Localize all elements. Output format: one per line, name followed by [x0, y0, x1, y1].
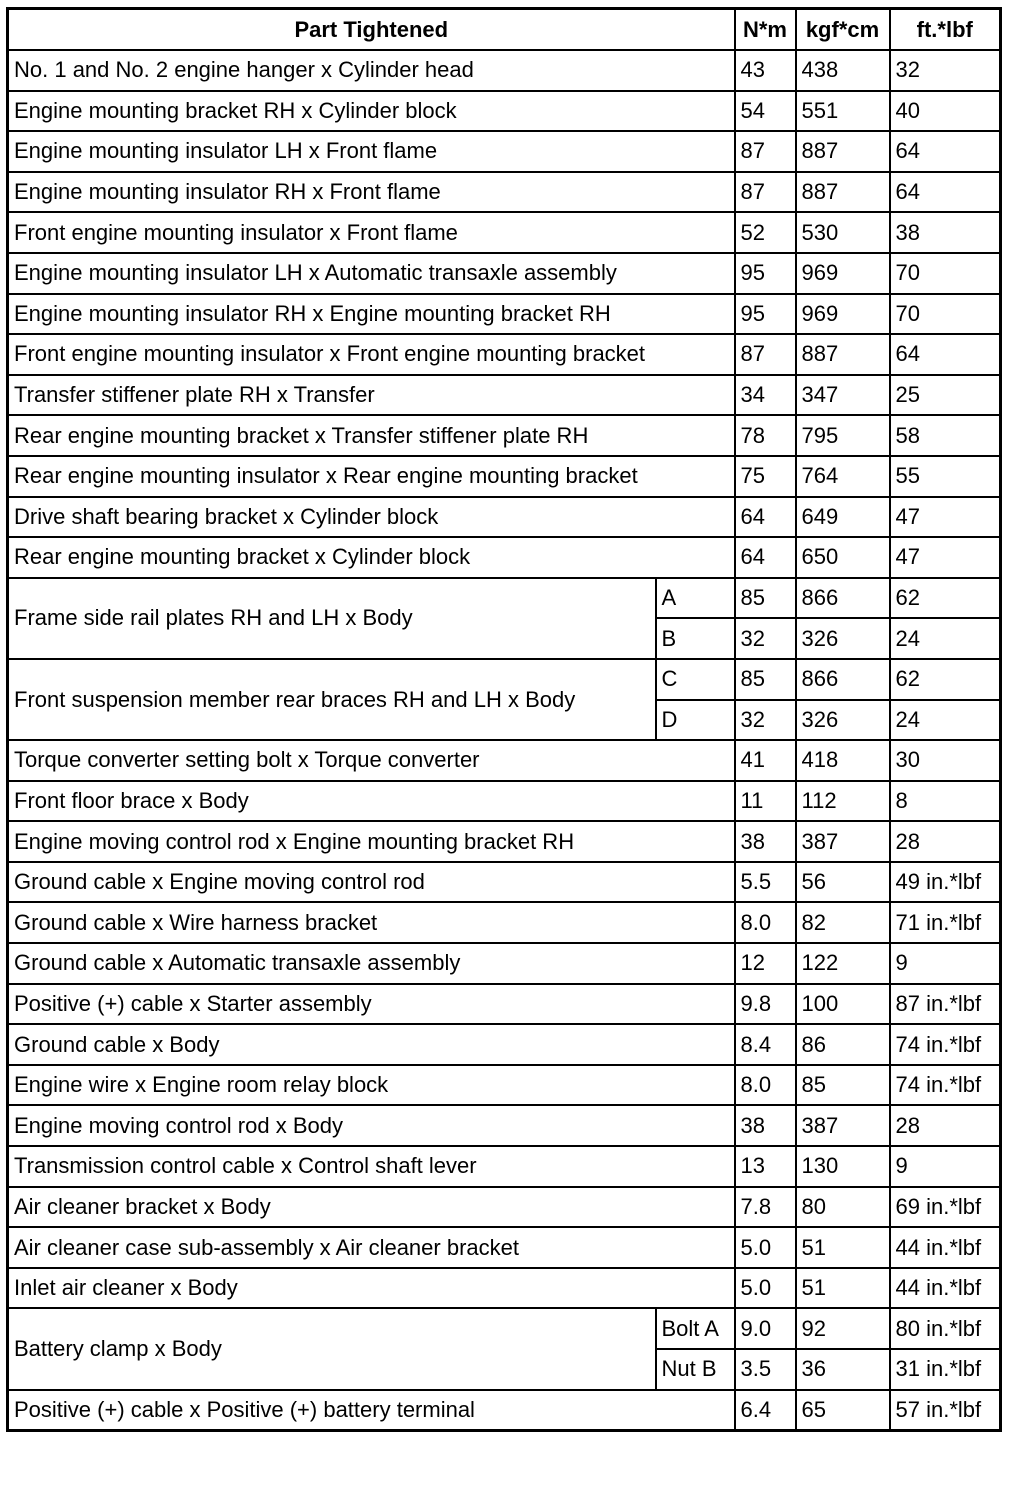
- ft-lbf-cell: 44 in.*lbf: [890, 1268, 1001, 1309]
- part-cell: Front floor brace x Body: [8, 781, 735, 822]
- ft-lbf-cell: 31 in.*lbf: [890, 1349, 1001, 1390]
- part-cell: No. 1 and No. 2 engine hanger x Cylinder head: [8, 50, 735, 91]
- kgf-cm-cell: 326: [796, 700, 890, 741]
- kgf-cm-cell: 387: [796, 1105, 890, 1146]
- nm-cell: 64: [735, 537, 796, 578]
- table-row: [8, 1268, 1001, 1309]
- ft-lbf-cell: 24: [890, 700, 1001, 741]
- ft-lbf-cell: 24: [890, 618, 1001, 659]
- kgf-cm-cell: 551: [796, 91, 890, 132]
- part-cell: Rear engine mounting bracket x Transfer stiffener plate RH: [8, 415, 735, 456]
- kgf-cm-cell: 887: [796, 334, 890, 375]
- kgf-cm-cell: 347: [796, 375, 890, 416]
- fastener-label-cell: A: [656, 578, 735, 619]
- nm-cell: 5.0: [735, 1227, 796, 1268]
- nm-cell: 11: [735, 781, 796, 822]
- kgf-cm-cell: 51: [796, 1268, 890, 1309]
- table-row: [8, 456, 1001, 497]
- nm-cell: 43: [735, 50, 796, 91]
- ft-lbf-cell: 69 in.*lbf: [890, 1187, 1001, 1228]
- part-cell: Engine wire x Engine room relay block: [8, 1065, 735, 1106]
- part-cell: Positive (+) cable x Starter assembly: [8, 984, 735, 1025]
- ft-lbf-cell: 49 in.*lbf: [890, 862, 1001, 903]
- nm-cell: 87: [735, 334, 796, 375]
- ft-lbf-cell: 74 in.*lbf: [890, 1065, 1001, 1106]
- part-cell: Ground cable x Body: [8, 1024, 735, 1065]
- part-cell: Rear engine mounting insulator x Rear engine mounting bracket: [8, 456, 735, 497]
- table-row: [8, 578, 1001, 619]
- part-cell: Front engine mounting insulator x Front flame: [8, 212, 735, 253]
- table-row: [8, 1227, 1001, 1268]
- nm-cell: 87: [735, 172, 796, 213]
- nm-cell: 9.8: [735, 984, 796, 1025]
- part-cell: Torque converter setting bolt x Torque converter: [8, 740, 735, 781]
- nm-cell: 52: [735, 212, 796, 253]
- torque-specification-table: [6, 7, 1002, 1432]
- fastener-label-cell: Bolt A: [656, 1308, 735, 1349]
- table-row: [8, 1308, 1001, 1349]
- kgf-cm-cell: 418: [796, 740, 890, 781]
- kgf-cm-cell: 86: [796, 1024, 890, 1065]
- nm-cell: 85: [735, 659, 796, 700]
- nm-cell: 5.5: [735, 862, 796, 903]
- nm-cell: 6.4: [735, 1390, 796, 1431]
- ft-lbf-cell: 71 in.*lbf: [890, 902, 1001, 943]
- nm-cell: 3.5: [735, 1349, 796, 1390]
- part-cell: Transfer stiffener plate RH x Transfer: [8, 375, 735, 416]
- kgf-cm-cell: 438: [796, 50, 890, 91]
- ft-lbf-cell: 28: [890, 1105, 1001, 1146]
- part-cell: Front engine mounting insulator x Front engine mounting bracket: [8, 334, 735, 375]
- ft-lbf-cell: 62: [890, 578, 1001, 619]
- kgf-cm-cell: 51: [796, 1227, 890, 1268]
- nm-cell: 8.0: [735, 1065, 796, 1106]
- nm-cell: 95: [735, 253, 796, 294]
- nm-cell: 38: [735, 821, 796, 862]
- header-row: [8, 9, 1001, 51]
- nm-cell: 78: [735, 415, 796, 456]
- part-cell: Air cleaner bracket x Body: [8, 1187, 735, 1228]
- kgf-cm-cell: 887: [796, 172, 890, 213]
- ft-lbf-cell: 64: [890, 172, 1001, 213]
- table-row: [8, 375, 1001, 416]
- part-cell: Engine mounting insulator LH x Front flame: [8, 131, 735, 172]
- nm-cell: 7.8: [735, 1187, 796, 1228]
- nm-cell: 12: [735, 943, 796, 984]
- part-cell: Battery clamp x Body: [8, 1308, 656, 1389]
- ft-lbf-cell: 80 in.*lbf: [890, 1308, 1001, 1349]
- header-nm: N*m: [735, 9, 796, 51]
- kgf-cm-cell: 530: [796, 212, 890, 253]
- kgf-cm-cell: 80: [796, 1187, 890, 1228]
- nm-cell: 5.0: [735, 1268, 796, 1309]
- part-cell: Engine mounting insulator RH x Front flame: [8, 172, 735, 213]
- ft-lbf-cell: 28: [890, 821, 1001, 862]
- ft-lbf-cell: 62: [890, 659, 1001, 700]
- part-cell: Engine mounting bracket RH x Cylinder block: [8, 91, 735, 132]
- nm-cell: 9.0: [735, 1308, 796, 1349]
- kgf-cm-cell: 85: [796, 1065, 890, 1106]
- table-row: [8, 821, 1001, 862]
- table-body: [8, 50, 1001, 1431]
- ft-lbf-cell: 8: [890, 781, 1001, 822]
- ft-lbf-cell: 47: [890, 537, 1001, 578]
- kgf-cm-cell: 795: [796, 415, 890, 456]
- part-cell: Engine mounting insulator LH x Automatic transaxle assembly: [8, 253, 735, 294]
- ft-lbf-cell: 44 in.*lbf: [890, 1227, 1001, 1268]
- table-row: [8, 1390, 1001, 1431]
- table-row: [8, 781, 1001, 822]
- kgf-cm-cell: 866: [796, 659, 890, 700]
- nm-cell: 38: [735, 1105, 796, 1146]
- part-cell: Air cleaner case sub-assembly x Air cleaner bracket: [8, 1227, 735, 1268]
- part-cell: Transmission control cable x Control shaft lever: [8, 1146, 735, 1187]
- table-row: [8, 943, 1001, 984]
- nm-cell: 95: [735, 294, 796, 335]
- part-cell: Engine mounting insulator RH x Engine mounting bracket RH: [8, 294, 735, 335]
- table-row: [8, 415, 1001, 456]
- kgf-cm-cell: 65: [796, 1390, 890, 1431]
- header-ft-lbf: ft.*lbf: [890, 9, 1001, 51]
- nm-cell: 32: [735, 700, 796, 741]
- kgf-cm-cell: 866: [796, 578, 890, 619]
- part-cell: Ground cable x Automatic transaxle assembly: [8, 943, 735, 984]
- table-row: [8, 659, 1001, 700]
- table-row: [8, 537, 1001, 578]
- part-cell: Rear engine mounting bracket x Cylinder block: [8, 537, 735, 578]
- part-cell: Inlet air cleaner x Body: [8, 1268, 735, 1309]
- fastener-label-cell: B: [656, 618, 735, 659]
- table-row: [8, 497, 1001, 538]
- nm-cell: 75: [735, 456, 796, 497]
- part-cell: Engine moving control rod x Body: [8, 1105, 735, 1146]
- table-row: [8, 212, 1001, 253]
- nm-cell: 87: [735, 131, 796, 172]
- kgf-cm-cell: 122: [796, 943, 890, 984]
- part-cell: Positive (+) cable x Positive (+) battery terminal: [8, 1390, 735, 1431]
- kgf-cm-cell: 387: [796, 821, 890, 862]
- table-row: [8, 1105, 1001, 1146]
- kgf-cm-cell: 56: [796, 862, 890, 903]
- ft-lbf-cell: 58: [890, 415, 1001, 456]
- nm-cell: 85: [735, 578, 796, 619]
- nm-cell: 8.0: [735, 902, 796, 943]
- nm-cell: 8.4: [735, 1024, 796, 1065]
- ft-lbf-cell: 87 in.*lbf: [890, 984, 1001, 1025]
- table-row: [8, 50, 1001, 91]
- kgf-cm-cell: 112: [796, 781, 890, 822]
- ft-lbf-cell: 70: [890, 253, 1001, 294]
- ft-lbf-cell: 47: [890, 497, 1001, 538]
- kgf-cm-cell: 100: [796, 984, 890, 1025]
- ft-lbf-cell: 55: [890, 456, 1001, 497]
- nm-cell: 34: [735, 375, 796, 416]
- fastener-label-cell: D: [656, 700, 735, 741]
- part-cell: Engine moving control rod x Engine mounting bracket RH: [8, 821, 735, 862]
- fastener-label-cell: C: [656, 659, 735, 700]
- table-row: [8, 91, 1001, 132]
- fastener-label-cell: Nut B: [656, 1349, 735, 1390]
- table-row: [8, 131, 1001, 172]
- kgf-cm-cell: 650: [796, 537, 890, 578]
- table-row: [8, 172, 1001, 213]
- table-row: [8, 1187, 1001, 1228]
- kgf-cm-cell: 130: [796, 1146, 890, 1187]
- part-cell: Frame side rail plates RH and LH x Body: [8, 578, 656, 659]
- ft-lbf-cell: 40: [890, 91, 1001, 132]
- kgf-cm-cell: 764: [796, 456, 890, 497]
- part-cell: Ground cable x Wire harness bracket: [8, 902, 735, 943]
- ft-lbf-cell: 64: [890, 334, 1001, 375]
- ft-lbf-cell: 57 in.*lbf: [890, 1390, 1001, 1431]
- part-cell: Ground cable x Engine moving control rod: [8, 862, 735, 903]
- ft-lbf-cell: 64: [890, 131, 1001, 172]
- table-row: [8, 1024, 1001, 1065]
- kgf-cm-cell: 887: [796, 131, 890, 172]
- table-row: [8, 1146, 1001, 1187]
- table-row: [8, 1065, 1001, 1106]
- part-cell: Front suspension member rear braces RH and LH x Body: [8, 659, 656, 740]
- table-row: [8, 740, 1001, 781]
- kgf-cm-cell: 969: [796, 253, 890, 294]
- header-part-tightened: Part Tightened: [8, 9, 735, 51]
- ft-lbf-cell: 70: [890, 294, 1001, 335]
- ft-lbf-cell: 9: [890, 943, 1001, 984]
- table-row: [8, 902, 1001, 943]
- kgf-cm-cell: 36: [796, 1349, 890, 1390]
- nm-cell: 54: [735, 91, 796, 132]
- torque-table-container: [6, 7, 1002, 1432]
- table-row: [8, 253, 1001, 294]
- table-row: [8, 984, 1001, 1025]
- ft-lbf-cell: 25: [890, 375, 1001, 416]
- nm-cell: 64: [735, 497, 796, 538]
- table-row: [8, 862, 1001, 903]
- ft-lbf-cell: 74 in.*lbf: [890, 1024, 1001, 1065]
- table-row: [8, 334, 1001, 375]
- kgf-cm-cell: 82: [796, 902, 890, 943]
- kgf-cm-cell: 326: [796, 618, 890, 659]
- header-kgf-cm: kgf*cm: [796, 9, 890, 51]
- nm-cell: 13: [735, 1146, 796, 1187]
- nm-cell: 32: [735, 618, 796, 659]
- ft-lbf-cell: 38: [890, 212, 1001, 253]
- ft-lbf-cell: 32: [890, 50, 1001, 91]
- ft-lbf-cell: 9: [890, 1146, 1001, 1187]
- part-cell: Drive shaft bearing bracket x Cylinder block: [8, 497, 735, 538]
- ft-lbf-cell: 30: [890, 740, 1001, 781]
- nm-cell: 41: [735, 740, 796, 781]
- kgf-cm-cell: 969: [796, 294, 890, 335]
- kgf-cm-cell: 92: [796, 1308, 890, 1349]
- kgf-cm-cell: 649: [796, 497, 890, 538]
- table-row: [8, 294, 1001, 335]
